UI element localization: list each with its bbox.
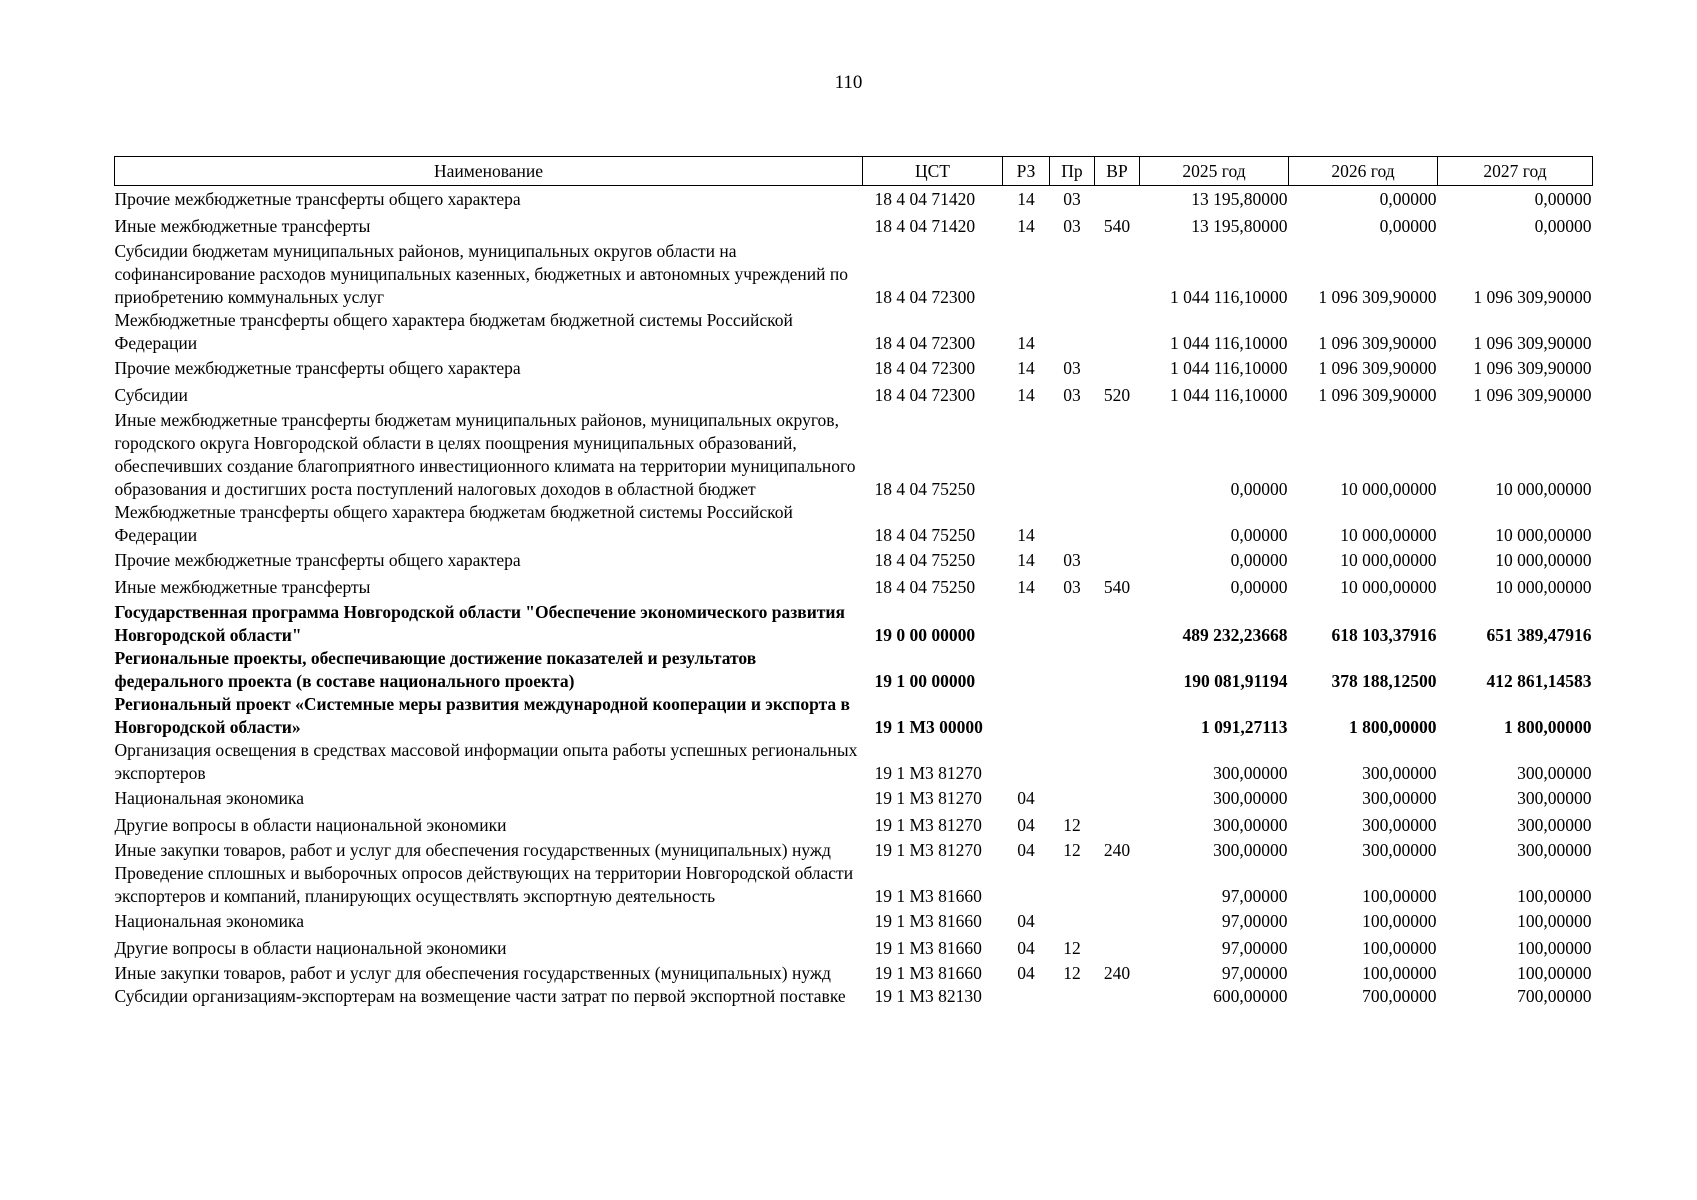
cell-vr <box>1095 240 1140 309</box>
cell-pr: 12 <box>1063 815 1081 835</box>
cell-y2026: 100,00000 <box>1362 886 1437 906</box>
table-row <box>115 409 1593 501</box>
cell-rz: 04 <box>1017 938 1035 958</box>
cell-y2027: 651 389,47916 <box>1486 625 1592 645</box>
header-pr: Пр <box>1050 157 1095 186</box>
cell-vr: 240 <box>1103 963 1131 983</box>
cell-cst: 18 4 04 75250 <box>874 525 976 545</box>
cell-name: Государственная программа Новгородской области "Обеспечение экономического развития Новгородской области" <box>114 602 845 645</box>
cell-name: Иные закупки товаров, работ и услуг для обеспечения государственных (муниципальных) нужд <box>114 840 831 860</box>
cell-name: Иные межбюджетные трансферты <box>114 577 371 597</box>
cell-y2025: 0,00000 <box>1230 479 1288 499</box>
cell-pr <box>1050 240 1095 309</box>
cell-y2027: 10 000,00000 <box>1495 479 1592 499</box>
cell-y2027: 10 000,00000 <box>1495 525 1592 545</box>
header-rz: РЗ <box>1003 157 1050 186</box>
cell-y2027: 300,00000 <box>1517 763 1592 783</box>
cell-cst: 19 1 М3 81660 <box>874 911 982 931</box>
cell-pr <box>1050 409 1095 501</box>
cell-vr <box>1095 501 1140 547</box>
cell-y2025: 300,00000 <box>1213 788 1288 808</box>
cell-rz: 14 <box>1017 525 1035 545</box>
cell-name: Субсидии бюджетам муниципальных районов, муниципальных округов области на софинансирование расходов муниципальных казенных, бюджетных и автономных учреждений по приобретению коммунальных услуг <box>114 241 848 307</box>
cell-name: Межбюджетные трансферты общего характера бюджетам бюджетной системы Российской Федерации <box>114 502 793 545</box>
cell-y2025: 300,00000 <box>1213 763 1288 783</box>
cell-vr: 540 <box>1103 216 1131 236</box>
cell-y2026: 300,00000 <box>1362 815 1437 835</box>
cell-y2027: 700,00000 <box>1517 986 1592 1006</box>
cell-rz <box>1003 601 1050 647</box>
cell-cst: 18 4 04 72300 <box>874 385 976 405</box>
cell-rz <box>1003 409 1050 501</box>
header-2025: 2025 год <box>1140 157 1289 186</box>
cell-y2025: 13 195,80000 <box>1191 216 1288 236</box>
table-row <box>115 601 1593 647</box>
header-cst: ЦСТ <box>863 157 1003 186</box>
cell-vr <box>1095 355 1140 382</box>
cell-cst: 18 4 04 72300 <box>874 358 976 378</box>
cell-name: Иные межбюджетные трансферты <box>114 216 371 236</box>
cell-pr <box>1050 501 1095 547</box>
cell-y2026: 1 096 309,90000 <box>1318 287 1437 307</box>
cell-vr <box>1095 935 1140 962</box>
cell-pr: 12 <box>1063 963 1081 983</box>
cell-y2026: 618 103,37916 <box>1331 625 1437 645</box>
page-number: 110 <box>834 72 863 93</box>
cell-y2027: 412 861,14583 <box>1486 671 1592 691</box>
table-row <box>115 355 1593 382</box>
cell-y2027: 100,00000 <box>1517 938 1592 958</box>
cell-rz: 04 <box>1017 788 1035 808</box>
cell-y2027: 100,00000 <box>1517 963 1592 983</box>
table-row <box>115 985 1593 1008</box>
cell-rz: 14 <box>1017 385 1035 405</box>
cell-cst: 19 1 М3 81660 <box>874 938 982 958</box>
cell-rz <box>1003 647 1050 693</box>
cell-y2026: 378 188,12500 <box>1331 671 1437 691</box>
cell-pr: 03 <box>1063 550 1081 570</box>
cell-cst: 19 1 00 00000 <box>874 671 976 691</box>
cell-rz: 14 <box>1017 577 1035 597</box>
cell-y2026: 1 096 309,90000 <box>1318 385 1437 405</box>
cell-y2027: 0,00000 <box>1534 216 1592 236</box>
cell-y2025: 97,00000 <box>1221 886 1288 906</box>
cell-cst: 19 1 М3 81270 <box>874 815 982 835</box>
cell-y2026: 0,00000 <box>1379 189 1437 209</box>
cell-y2026: 300,00000 <box>1362 788 1437 808</box>
cell-y2027: 1 096 309,90000 <box>1473 287 1592 307</box>
table-row <box>115 382 1593 409</box>
cell-y2027: 100,00000 <box>1517 911 1592 931</box>
cell-cst: 19 1 М3 81270 <box>874 763 982 783</box>
cell-y2025: 489 232,23668 <box>1182 625 1288 645</box>
header-2026: 2026 год <box>1289 157 1438 186</box>
table-row <box>115 839 1593 862</box>
cell-y2026: 100,00000 <box>1362 963 1437 983</box>
cell-cst: 19 1 М3 81660 <box>874 886 982 906</box>
table-row <box>115 574 1593 601</box>
cell-rz <box>1003 985 1050 1008</box>
cell-cst: 19 1 М3 81270 <box>874 840 982 860</box>
cell-rz <box>1003 862 1050 908</box>
cell-pr <box>1050 647 1095 693</box>
cell-y2026: 1 096 309,90000 <box>1318 358 1437 378</box>
cell-cst: 19 1 М3 82130 <box>874 986 982 1006</box>
table-row <box>115 240 1593 309</box>
cell-vr <box>1095 409 1140 501</box>
cell-pr <box>1050 693 1095 739</box>
cell-y2027: 300,00000 <box>1517 840 1592 860</box>
cell-name: Прочие межбюджетные трансферты общего характера <box>114 189 521 209</box>
cell-y2025: 600,00000 <box>1213 986 1288 1006</box>
table-header <box>115 157 1593 186</box>
cell-rz <box>1003 240 1050 309</box>
table-row <box>115 739 1593 785</box>
cell-name: Национальная экономика <box>114 788 305 808</box>
cell-vr <box>1095 693 1140 739</box>
cell-y2026: 10 000,00000 <box>1340 525 1437 545</box>
cell-rz: 14 <box>1017 550 1035 570</box>
cell-y2025: 13 195,80000 <box>1191 189 1288 209</box>
cell-y2026: 300,00000 <box>1362 840 1437 860</box>
cell-pr: 12 <box>1063 840 1081 860</box>
cell-rz: 14 <box>1017 358 1035 378</box>
cell-cst: 18 4 04 72300 <box>874 287 976 307</box>
table-row <box>115 547 1593 574</box>
table-row <box>115 908 1593 935</box>
cell-name: Иные закупки товаров, работ и услуг для обеспечения государственных (муниципальных) нужд <box>114 963 831 983</box>
cell-pr <box>1050 908 1095 935</box>
cell-name: Иные межбюджетные трансферты бюджетам муниципальных районов, муниципальных округов, городского округа Новгородской области в целях поощрения муниципальных образований, обеспечивших создание благоприятного инвестиционного климата на территории муниципального образования и достигших роста поступлений налоговых доходов в областной бюджет <box>114 410 856 499</box>
cell-vr <box>1095 309 1140 355</box>
cell-vr: 240 <box>1103 840 1131 860</box>
cell-y2027: 300,00000 <box>1517 815 1592 835</box>
cell-y2025: 1 091,27113 <box>1200 717 1288 737</box>
cell-y2026: 1 800,00000 <box>1349 717 1437 737</box>
table-row <box>115 862 1593 908</box>
cell-vr <box>1095 601 1140 647</box>
cell-rz: 14 <box>1017 189 1035 209</box>
cell-vr <box>1095 547 1140 574</box>
cell-y2025: 190 081,91194 <box>1183 671 1288 691</box>
cell-y2026: 100,00000 <box>1362 911 1437 931</box>
cell-cst: 18 4 04 75250 <box>874 479 976 499</box>
cell-name: Субсидии организациям-экспортерам на возмещение части затрат по первой экспортной поставке <box>114 986 846 1006</box>
cell-y2027: 1 096 309,90000 <box>1473 358 1592 378</box>
cell-vr <box>1095 908 1140 935</box>
cell-pr <box>1050 309 1095 355</box>
cell-vr <box>1095 985 1140 1008</box>
cell-cst: 18 4 04 71420 <box>874 216 976 236</box>
cell-pr <box>1050 785 1095 812</box>
cell-rz: 04 <box>1017 963 1035 983</box>
cell-cst: 18 4 04 72300 <box>874 333 976 353</box>
cell-name: Другие вопросы в области национальной экономики <box>114 815 507 835</box>
cell-vr <box>1095 812 1140 839</box>
cell-rz: 04 <box>1017 911 1035 931</box>
cell-rz: 04 <box>1017 815 1035 835</box>
cell-y2027: 1 800,00000 <box>1504 717 1592 737</box>
cell-name: Проведение сплошных и выборочных опросов действующих на территории Новгородской области экспортеров и компаний, планирующих осуществлять экспортную деятельность <box>114 863 854 906</box>
header-2027: 2027 год <box>1438 157 1593 186</box>
cell-y2026: 1 096 309,90000 <box>1318 333 1437 353</box>
cell-pr: 03 <box>1063 216 1081 236</box>
cell-name: Региональные проекты, обеспечивающие достижение показателей и результатов федерального проекта (в составе национального проекта) <box>114 648 757 691</box>
cell-pr: 03 <box>1063 385 1081 405</box>
cell-y2027: 10 000,00000 <box>1495 577 1592 597</box>
cell-y2027: 100,00000 <box>1517 886 1592 906</box>
cell-y2025: 1 044 116,10000 <box>1170 287 1288 307</box>
cell-cst: 19 1 М3 81270 <box>874 788 982 808</box>
cell-y2027: 300,00000 <box>1517 788 1592 808</box>
budget-table <box>114 156 1593 1008</box>
cell-name: Национальная экономика <box>114 911 305 931</box>
cell-pr: 12 <box>1063 938 1081 958</box>
cell-cst: 18 4 04 75250 <box>874 550 976 570</box>
cell-rz: 14 <box>1017 216 1035 236</box>
cell-pr <box>1050 985 1095 1008</box>
cell-y2025: 1 044 116,10000 <box>1170 358 1288 378</box>
table-row <box>115 785 1593 812</box>
table-row <box>115 309 1593 355</box>
cell-vr: 520 <box>1103 385 1131 405</box>
cell-y2025: 97,00000 <box>1221 911 1288 931</box>
cell-name: Организация освещения в средствах массовой информации опыта работы успешных региональных экспортеров <box>114 740 858 783</box>
cell-name: Другие вопросы в области национальной экономики <box>114 938 507 958</box>
cell-cst: 18 4 04 75250 <box>874 577 976 597</box>
cell-y2026: 700,00000 <box>1362 986 1437 1006</box>
cell-rz: 04 <box>1017 840 1035 860</box>
cell-y2027: 1 096 309,90000 <box>1473 385 1592 405</box>
table-row <box>115 213 1593 240</box>
cell-cst: 19 0 00 00000 <box>874 625 976 645</box>
cell-y2026: 300,00000 <box>1362 763 1437 783</box>
cell-y2025: 0,00000 <box>1230 525 1288 545</box>
cell-pr <box>1050 739 1095 785</box>
cell-y2026: 10 000,00000 <box>1340 479 1437 499</box>
cell-cst: 18 4 04 71420 <box>874 189 976 209</box>
header-row <box>115 157 1593 186</box>
cell-y2026: 10 000,00000 <box>1340 550 1437 570</box>
cell-rz <box>1003 693 1050 739</box>
cell-y2025: 97,00000 <box>1221 938 1288 958</box>
cell-name: Межбюджетные трансферты общего характера бюджетам бюджетной системы Российской Федерации <box>114 310 793 353</box>
cell-vr: 540 <box>1103 577 1131 597</box>
cell-name: Прочие межбюджетные трансферты общего характера <box>114 550 521 570</box>
cell-y2025: 0,00000 <box>1230 577 1288 597</box>
cell-y2025: 300,00000 <box>1213 840 1288 860</box>
table-body <box>115 186 1593 1009</box>
table-row <box>115 501 1593 547</box>
cell-cst: 19 1 М3 00000 <box>874 717 983 737</box>
cell-name: Прочие межбюджетные трансферты общего характера <box>114 358 521 378</box>
cell-name: Субсидии <box>114 385 188 405</box>
cell-y2025: 1 044 116,10000 <box>1170 333 1288 353</box>
cell-y2025: 0,00000 <box>1230 550 1288 570</box>
cell-y2025: 300,00000 <box>1213 815 1288 835</box>
table-row <box>115 186 1593 214</box>
cell-vr <box>1095 647 1140 693</box>
cell-pr: 03 <box>1063 577 1081 597</box>
table-row <box>115 647 1593 693</box>
cell-y2027: 1 096 309,90000 <box>1473 333 1592 353</box>
table-row <box>115 962 1593 985</box>
cell-pr: 03 <box>1063 358 1081 378</box>
cell-y2025: 97,00000 <box>1221 963 1288 983</box>
cell-vr <box>1095 739 1140 785</box>
cell-name: Региональный проект «Системные меры развития международной кооперации и экспорта в Новгородской области» <box>114 694 850 737</box>
cell-pr <box>1050 601 1095 647</box>
cell-pr <box>1050 862 1095 908</box>
cell-y2026: 0,00000 <box>1379 216 1437 236</box>
cell-y2027: 0,00000 <box>1534 189 1592 209</box>
cell-vr <box>1095 186 1140 214</box>
cell-cst: 19 1 М3 81660 <box>874 963 982 983</box>
table-row <box>115 693 1593 739</box>
cell-y2026: 10 000,00000 <box>1340 577 1437 597</box>
cell-vr <box>1095 862 1140 908</box>
table-row <box>115 812 1593 839</box>
cell-y2025: 1 044 116,10000 <box>1170 385 1288 405</box>
cell-y2027: 10 000,00000 <box>1495 550 1592 570</box>
cell-y2026: 100,00000 <box>1362 938 1437 958</box>
cell-rz <box>1003 739 1050 785</box>
cell-rz: 14 <box>1017 333 1035 353</box>
header-name: Наименование <box>115 157 863 186</box>
cell-pr: 03 <box>1063 189 1081 209</box>
cell-vr <box>1095 785 1140 812</box>
header-vr: ВР <box>1095 157 1140 186</box>
table-row <box>115 935 1593 962</box>
